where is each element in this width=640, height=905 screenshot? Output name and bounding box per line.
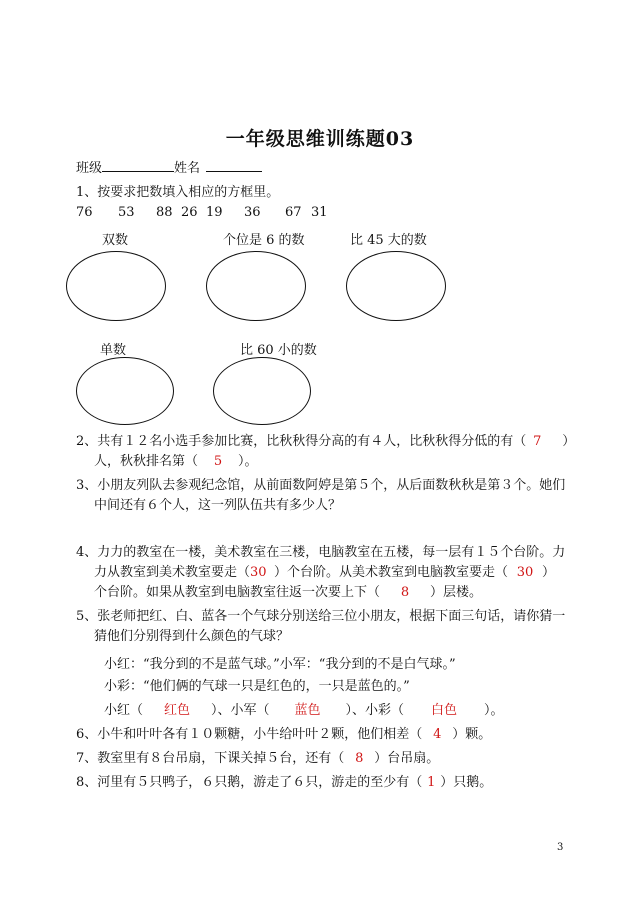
q4-answer-1[interactable]: 30 [250,565,267,580]
page-number: 3 [557,842,564,853]
label-less-60: 比 60 小的数 [240,343,317,358]
q2-answer-2[interactable]: 5 [213,454,223,469]
q5-quote2: 小彩：“他们俩的气球一只是红色的，一只是蓝色的。” [104,679,410,694]
less-60-box[interactable] [213,357,311,425]
q3-line1: 3、小朋友列队去参观纪念馆，从前面数阿婷是第５个，从后面数秋秋是第３个。她们 [76,478,566,493]
greater-45-box[interactable] [346,251,446,321]
q4-answer-2[interactable]: 30 [516,565,534,580]
q1-text: 1、按要求把数填入相应的方框里。 [76,185,280,200]
q5-text: ）、小军（ [211,703,270,718]
q5-text: ）。 [484,703,504,718]
q2-text: 2、共有１２名小选手参加比赛，比秋秋得分高的有４人，比秋秋得分低的有（ [76,434,527,449]
q8-text: ）只鹅。 [440,775,493,790]
q5-text: 小红（ [104,703,144,718]
q6-text: 6、小牛和叶叶各有１０颗糖，小牛给叶叶２颗，他们相差（ [76,727,423,742]
label-greater-45: 比 45 大的数 [350,233,427,248]
q4-text: ）个台阶。从美术教室到电脑教室要走（ [274,565,509,580]
q4-text: 个台阶。如果从教室到电脑教室往返一次要上下（ [94,585,381,600]
q2-answer-1[interactable]: 7 [533,434,542,449]
q4-text: ）层楼。 [430,585,483,600]
q4-answer-3[interactable]: 8 [400,585,410,600]
page-title: 一年级思维训练题03 [225,128,415,150]
q2-close: ） [562,434,576,449]
q4-text: 力从教室到美术教室要走（ [94,565,251,580]
q5-line1: 5、张老师把红、白、蓝各一个气球分别送给三位小朋友，根据下面三句话，请你猜一 [76,609,566,624]
q4-line3 [94,581,482,600]
q3-line2: 中间还有６个人，这一列队伍共有多少人？ [94,498,342,513]
class-blank[interactable] [102,158,174,172]
label-even: 双数 [102,233,129,248]
number-item: 26 [181,205,198,220]
q7-answer[interactable]: 8 [355,751,364,766]
q2-text: 人，秋秋排名第（ [94,454,199,469]
q5-line2: 猜他们分别得到什么颜色的气球？ [94,629,290,644]
number-item: 53 [118,205,135,220]
q5-answer-red[interactable]: 红色 [164,703,191,718]
q5-answers [104,699,504,718]
q6-text: ）颗。 [452,727,492,742]
odd-box[interactable] [76,357,174,425]
number-item: 67 [285,205,302,220]
q5-answer-white[interactable]: 白色 [431,703,458,718]
q7-text: 7、教室里有８台吊扇，下课关掉５台，还有（ [76,751,345,766]
q4-text: ） [542,565,556,580]
ones-six-box[interactable] [206,251,306,321]
q8-line [76,771,492,790]
class-label: 班级 [76,161,103,176]
q4-line1: 4、力力的教室在一楼，美术教室在三楼，电脑教室在五楼，每一层有１５个台阶。力 [76,545,566,560]
q5-quote1: 小红：“我分到的不是蓝气球。”小军：“我分到的不是白气球。” [104,657,456,672]
number-item: 76 [76,205,93,220]
q5-text: ）、小彩（ [345,703,405,718]
label-ones-six: 个位是 6 的数 [223,233,305,248]
q2-line2 [94,450,258,469]
q6-answer[interactable]: 4 [433,727,442,742]
q8-answer[interactable]: 1 [427,775,436,790]
number-item: 19 [206,205,223,220]
name-blank[interactable] [206,158,262,172]
header-row [76,157,262,176]
q2-line1 [76,430,575,449]
q6-line [76,723,491,742]
number-item: 36 [244,205,261,220]
number-item: 88 [156,205,173,220]
q2-text: ）。 [238,454,258,469]
even-box[interactable] [66,251,166,321]
q7-text: ）台吊扇。 [374,751,440,766]
q5-answer-blue[interactable]: 蓝色 [294,703,321,718]
number-item: 31 [311,205,328,220]
q4-line2 [94,561,555,580]
q8-text: 8、河里有５只鸭子，６只鹅，游走了６只，游走的至少有（ [76,775,423,790]
q7-line [76,747,439,766]
name-label: 姓名 [174,161,201,176]
label-odd: 单数 [100,343,127,358]
